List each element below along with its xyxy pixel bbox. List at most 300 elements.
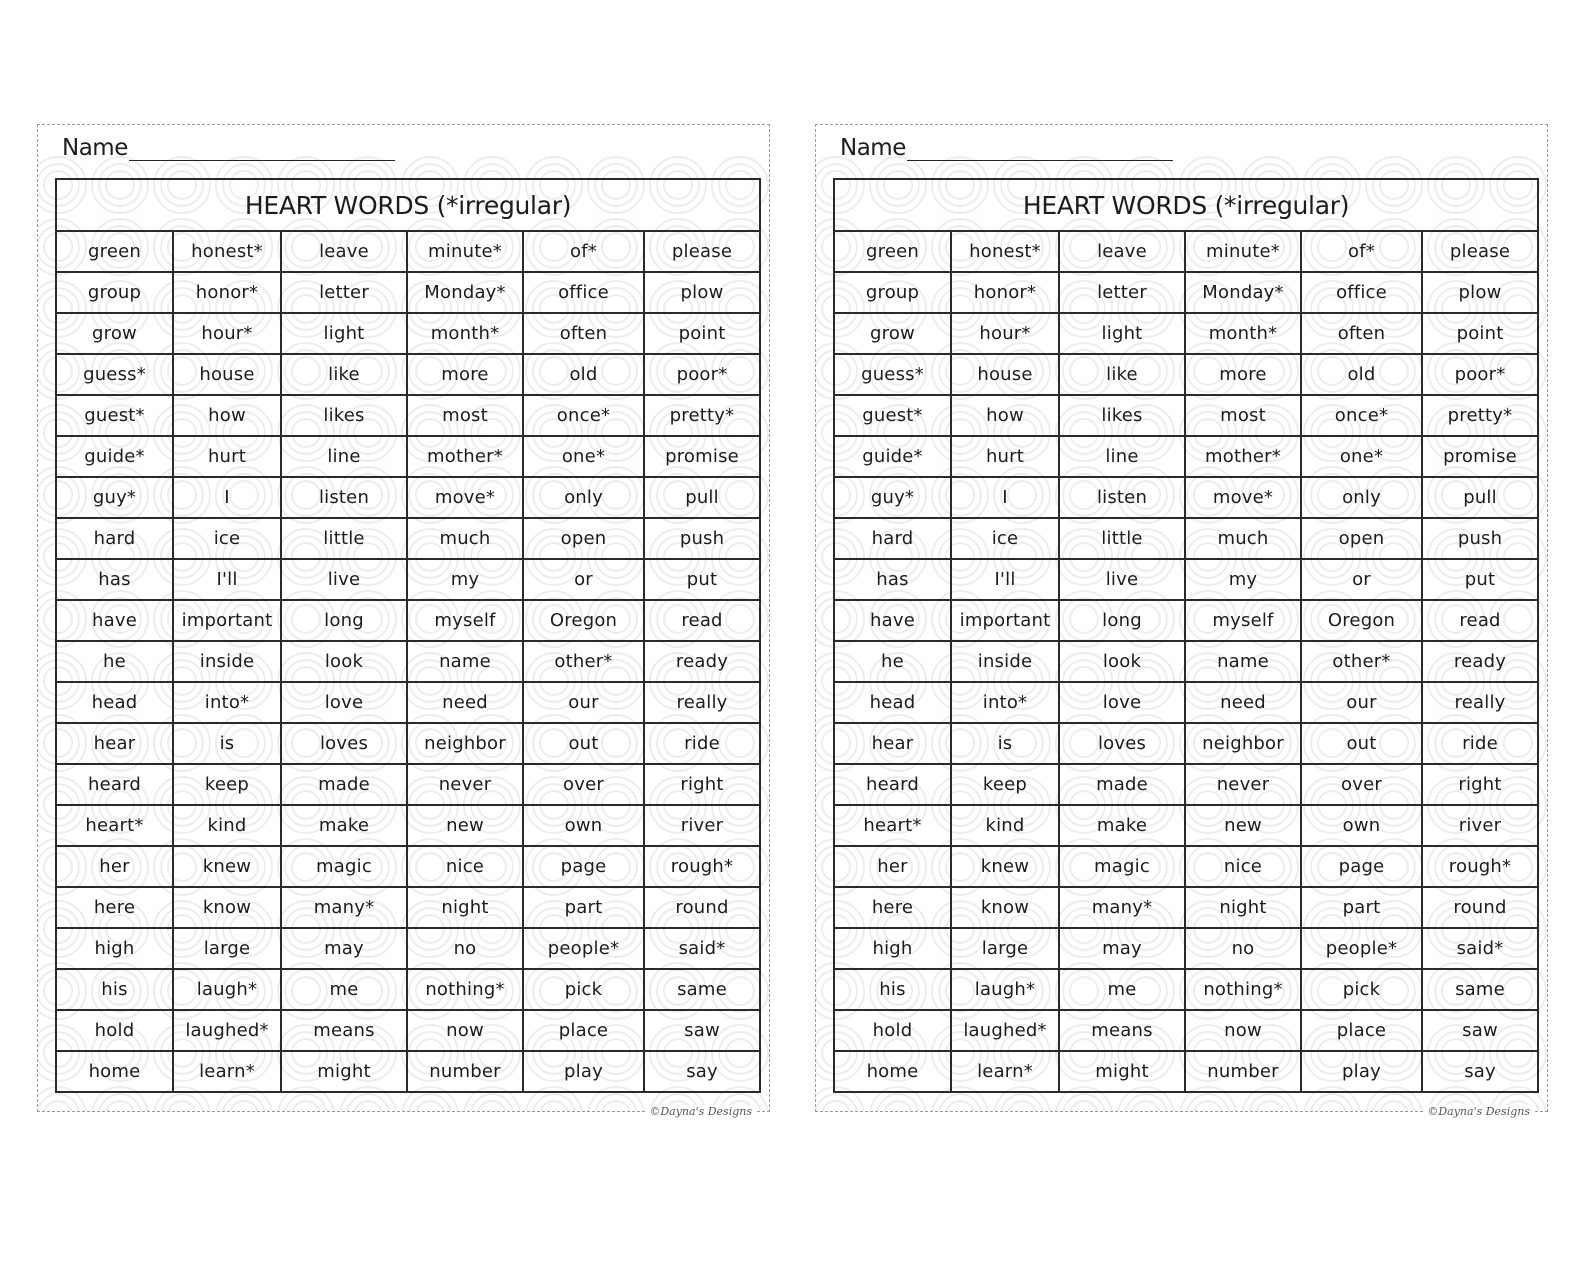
- word-cell: number: [1185, 1051, 1301, 1092]
- word-cell: never: [1185, 764, 1301, 805]
- word-row: [834, 518, 1538, 559]
- word-row: [56, 559, 760, 600]
- heart-words-table: [55, 178, 761, 1093]
- word-cell: saw: [1422, 1010, 1538, 1051]
- word-cell: his: [834, 969, 951, 1010]
- word-cell: Monday*: [1185, 272, 1301, 313]
- word-cell: hurt: [951, 436, 1059, 477]
- word-grid: [834, 231, 1538, 1092]
- word-row: [834, 272, 1538, 313]
- word-cell: one*: [523, 436, 644, 477]
- word-cell: laugh*: [951, 969, 1059, 1010]
- word-cell: name: [407, 641, 523, 682]
- word-cell: out: [1301, 723, 1422, 764]
- word-cell: important: [173, 600, 281, 641]
- word-cell: how: [951, 395, 1059, 436]
- word-cell: guess*: [56, 354, 173, 395]
- word-cell: rough*: [644, 846, 760, 887]
- word-cell: honor*: [173, 272, 281, 313]
- word-cell: little: [1059, 518, 1185, 559]
- word-row: [834, 436, 1538, 477]
- word-cell: month*: [1185, 313, 1301, 354]
- word-cell: part: [523, 887, 644, 928]
- word-row: [56, 354, 760, 395]
- word-cell: learn*: [173, 1051, 281, 1092]
- word-cell: long: [281, 600, 407, 641]
- word-cell: he: [56, 641, 173, 682]
- word-cell: old: [523, 354, 644, 395]
- word-cell: same: [1422, 969, 1538, 1010]
- word-row: [56, 477, 760, 518]
- word-cell: Oregon: [1301, 600, 1422, 641]
- word-cell: has: [56, 559, 173, 600]
- word-cell: have: [56, 600, 173, 641]
- word-cell: I: [173, 477, 281, 518]
- word-cell: pretty*: [1422, 395, 1538, 436]
- word-cell: light: [281, 313, 407, 354]
- word-cell: night: [407, 887, 523, 928]
- heart-words-table: [833, 178, 1539, 1093]
- word-cell: really: [1422, 682, 1538, 723]
- word-cell: guide*: [56, 436, 173, 477]
- word-cell: know: [173, 887, 281, 928]
- word-row: [56, 887, 760, 928]
- word-cell: need: [407, 682, 523, 723]
- word-cell: no: [407, 928, 523, 969]
- word-cell: I'll: [951, 559, 1059, 600]
- word-cell: Oregon: [523, 600, 644, 641]
- word-cell: once*: [523, 395, 644, 436]
- word-row: [56, 313, 760, 354]
- word-cell: heard: [56, 764, 173, 805]
- word-cell: over: [1301, 764, 1422, 805]
- word-cell: read: [644, 600, 760, 641]
- word-cell: line: [1059, 436, 1185, 477]
- word-cell: promise: [1422, 436, 1538, 477]
- word-cell: group: [834, 272, 951, 313]
- word-cell: nothing*: [407, 969, 523, 1010]
- word-row: [834, 559, 1538, 600]
- word-row: [56, 231, 760, 272]
- word-cell: Monday*: [407, 272, 523, 313]
- word-cell: house: [951, 354, 1059, 395]
- word-row: [834, 395, 1538, 436]
- word-cell: own: [1301, 805, 1422, 846]
- word-cell: often: [1301, 313, 1422, 354]
- word-cell: really: [644, 682, 760, 723]
- word-cell: home: [834, 1051, 951, 1092]
- word-cell: place: [523, 1010, 644, 1051]
- word-cell: need: [1185, 682, 1301, 723]
- word-cell: open: [1301, 518, 1422, 559]
- word-cell: play: [523, 1051, 644, 1092]
- word-row: [834, 846, 1538, 887]
- word-cell: large: [173, 928, 281, 969]
- word-cell: promise: [644, 436, 760, 477]
- word-cell: guess*: [834, 354, 951, 395]
- word-cell: her: [56, 846, 173, 887]
- word-cell: nice: [1185, 846, 1301, 887]
- word-cell: pretty*: [644, 395, 760, 436]
- word-cell: pick: [1301, 969, 1422, 1010]
- word-cell: or: [1301, 559, 1422, 600]
- word-cell: heart*: [834, 805, 951, 846]
- word-cell: I: [951, 477, 1059, 518]
- name-field: [62, 135, 395, 161]
- word-cell: pull: [644, 477, 760, 518]
- word-cell: high: [834, 928, 951, 969]
- word-cell: own: [523, 805, 644, 846]
- word-row: [56, 846, 760, 887]
- word-cell: may: [281, 928, 407, 969]
- word-cell: hear: [834, 723, 951, 764]
- word-cell: magic: [1059, 846, 1185, 887]
- word-cell: his: [56, 969, 173, 1010]
- word-cell: now: [407, 1010, 523, 1051]
- word-cell: out: [523, 723, 644, 764]
- word-cell: green: [56, 231, 173, 272]
- word-cell: important: [951, 600, 1059, 641]
- word-row: [56, 600, 760, 641]
- word-cell: here: [56, 887, 173, 928]
- word-cell: only: [1301, 477, 1422, 518]
- name-blank-line: [907, 136, 1173, 161]
- word-row: [834, 313, 1538, 354]
- word-cell: many*: [1059, 887, 1185, 928]
- word-cell: right: [644, 764, 760, 805]
- word-cell: office: [523, 272, 644, 313]
- word-cell: green: [834, 231, 951, 272]
- word-cell: plow: [644, 272, 760, 313]
- word-cell: like: [1059, 354, 1185, 395]
- word-cell: now: [1185, 1010, 1301, 1051]
- word-cell: knew: [173, 846, 281, 887]
- word-cell: guy*: [834, 477, 951, 518]
- word-row: [834, 600, 1538, 641]
- word-cell: saw: [644, 1010, 760, 1051]
- word-cell: large: [951, 928, 1059, 969]
- word-cell: place: [1301, 1010, 1422, 1051]
- word-cell: listen: [1059, 477, 1185, 518]
- word-row: [834, 477, 1538, 518]
- word-cell: page: [1301, 846, 1422, 887]
- word-cell: never: [407, 764, 523, 805]
- word-cell: honest*: [173, 231, 281, 272]
- word-cell: name: [1185, 641, 1301, 682]
- word-cell: said*: [1422, 928, 1538, 969]
- word-cell: has: [834, 559, 951, 600]
- word-row: [56, 436, 760, 477]
- word-row: [56, 1051, 760, 1092]
- word-cell: office: [1301, 272, 1422, 313]
- word-cell: page: [523, 846, 644, 887]
- word-cell: neighbor: [407, 723, 523, 764]
- word-cell: my: [1185, 559, 1301, 600]
- word-cell: is: [173, 723, 281, 764]
- word-grid: [56, 231, 760, 1092]
- word-cell: means: [281, 1010, 407, 1051]
- word-cell: guide*: [834, 436, 951, 477]
- word-cell: group: [56, 272, 173, 313]
- word-cell: point: [644, 313, 760, 354]
- word-cell: head: [56, 682, 173, 723]
- word-cell: house: [173, 354, 281, 395]
- table-title: HEART WORDS (*irregular): [56, 179, 760, 231]
- word-cell: long: [1059, 600, 1185, 641]
- word-cell: or: [523, 559, 644, 600]
- word-cell: poor*: [644, 354, 760, 395]
- word-cell: ride: [1422, 723, 1538, 764]
- worksheet-right: [815, 124, 1548, 1118]
- word-cell: our: [523, 682, 644, 723]
- word-row: [56, 805, 760, 846]
- word-cell: listen: [281, 477, 407, 518]
- word-cell: honor*: [951, 272, 1059, 313]
- word-cell: other*: [1301, 641, 1422, 682]
- word-cell: pull: [1422, 477, 1538, 518]
- word-cell: hurt: [173, 436, 281, 477]
- word-cell: move*: [407, 477, 523, 518]
- word-cell: push: [1422, 518, 1538, 559]
- word-cell: hard: [834, 518, 951, 559]
- word-cell: hour*: [951, 313, 1059, 354]
- word-cell: he: [834, 641, 951, 682]
- word-cell: most: [407, 395, 523, 436]
- word-cell: hear: [56, 723, 173, 764]
- word-cell: keep: [951, 764, 1059, 805]
- word-cell: night: [1185, 887, 1301, 928]
- word-cell: loves: [1059, 723, 1185, 764]
- word-cell: how: [173, 395, 281, 436]
- word-cell: kind: [951, 805, 1059, 846]
- word-cell: here: [834, 887, 951, 928]
- word-cell: live: [281, 559, 407, 600]
- word-cell: no: [1185, 928, 1301, 969]
- word-cell: most: [1185, 395, 1301, 436]
- word-cell: keep: [173, 764, 281, 805]
- copyright-credit: ©Dayna's Designs: [646, 1105, 755, 1118]
- name-blank-line: [129, 136, 395, 161]
- word-cell: line: [281, 436, 407, 477]
- word-cell: letter: [281, 272, 407, 313]
- word-cell: please: [644, 231, 760, 272]
- word-row: [834, 1051, 1538, 1092]
- word-cell: made: [1059, 764, 1185, 805]
- word-cell: I'll: [173, 559, 281, 600]
- word-cell: know: [951, 887, 1059, 928]
- word-row: [834, 805, 1538, 846]
- word-cell: many*: [281, 887, 407, 928]
- word-cell: laughed*: [173, 1010, 281, 1051]
- word-cell: plow: [1422, 272, 1538, 313]
- word-cell: light: [1059, 313, 1185, 354]
- word-cell: part: [1301, 887, 1422, 928]
- word-cell: often: [523, 313, 644, 354]
- word-cell: only: [523, 477, 644, 518]
- word-row: [834, 1010, 1538, 1051]
- word-cell: right: [1422, 764, 1538, 805]
- word-cell: push: [644, 518, 760, 559]
- word-row: [56, 641, 760, 682]
- word-cell: said*: [644, 928, 760, 969]
- word-cell: say: [644, 1051, 760, 1092]
- word-cell: our: [1301, 682, 1422, 723]
- word-cell: letter: [1059, 272, 1185, 313]
- word-cell: ride: [644, 723, 760, 764]
- word-cell: minute*: [407, 231, 523, 272]
- word-row: [834, 764, 1538, 805]
- word-cell: inside: [173, 641, 281, 682]
- word-cell: over: [523, 764, 644, 805]
- word-cell: make: [281, 805, 407, 846]
- word-cell: learn*: [951, 1051, 1059, 1092]
- word-cell: love: [281, 682, 407, 723]
- word-cell: likes: [281, 395, 407, 436]
- word-cell: me: [1059, 969, 1185, 1010]
- word-row: [834, 887, 1538, 928]
- word-cell: likes: [1059, 395, 1185, 436]
- word-cell: more: [1185, 354, 1301, 395]
- word-cell: nothing*: [1185, 969, 1301, 1010]
- word-cell: minute*: [1185, 231, 1301, 272]
- word-cell: honest*: [951, 231, 1059, 272]
- word-row: [56, 272, 760, 313]
- word-cell: once*: [1301, 395, 1422, 436]
- word-cell: ice: [951, 518, 1059, 559]
- word-cell: inside: [951, 641, 1059, 682]
- word-cell: little: [281, 518, 407, 559]
- word-row: [56, 518, 760, 559]
- word-cell: of*: [1301, 231, 1422, 272]
- word-cell: guest*: [56, 395, 173, 436]
- word-cell: hold: [56, 1010, 173, 1051]
- word-cell: new: [1185, 805, 1301, 846]
- word-cell: knew: [951, 846, 1059, 887]
- word-row: [834, 682, 1538, 723]
- copyright-credit: ©Dayna's Designs: [1424, 1105, 1533, 1118]
- word-row: [56, 1010, 760, 1051]
- word-cell: hold: [834, 1010, 951, 1051]
- word-cell: guy*: [56, 477, 173, 518]
- word-cell: round: [644, 887, 760, 928]
- word-cell: leave: [281, 231, 407, 272]
- word-row: [56, 764, 760, 805]
- word-cell: look: [1059, 641, 1185, 682]
- word-cell: loves: [281, 723, 407, 764]
- word-cell: might: [281, 1051, 407, 1092]
- word-cell: made: [281, 764, 407, 805]
- word-cell: grow: [56, 313, 173, 354]
- word-cell: ice: [173, 518, 281, 559]
- word-cell: heard: [834, 764, 951, 805]
- word-cell: river: [1422, 805, 1538, 846]
- word-cell: of*: [523, 231, 644, 272]
- word-cell: say: [1422, 1051, 1538, 1092]
- word-cell: mother*: [1185, 436, 1301, 477]
- word-cell: people*: [523, 928, 644, 969]
- word-cell: magic: [281, 846, 407, 887]
- word-cell: same: [644, 969, 760, 1010]
- word-row: [834, 723, 1538, 764]
- word-cell: into*: [173, 682, 281, 723]
- table-title: HEART WORDS (*irregular): [834, 179, 1538, 231]
- word-cell: is: [951, 723, 1059, 764]
- word-cell: laugh*: [173, 969, 281, 1010]
- word-row: [834, 231, 1538, 272]
- word-cell: poor*: [1422, 354, 1538, 395]
- word-cell: open: [523, 518, 644, 559]
- word-cell: into*: [951, 682, 1059, 723]
- word-cell: her: [834, 846, 951, 887]
- word-cell: other*: [523, 641, 644, 682]
- word-cell: make: [1059, 805, 1185, 846]
- word-cell: leave: [1059, 231, 1185, 272]
- word-cell: have: [834, 600, 951, 641]
- word-cell: ready: [644, 641, 760, 682]
- word-cell: my: [407, 559, 523, 600]
- word-cell: live: [1059, 559, 1185, 600]
- word-cell: means: [1059, 1010, 1185, 1051]
- word-row: [56, 723, 760, 764]
- word-cell: like: [281, 354, 407, 395]
- word-cell: much: [407, 518, 523, 559]
- word-row: [834, 354, 1538, 395]
- word-cell: me: [281, 969, 407, 1010]
- word-cell: new: [407, 805, 523, 846]
- word-cell: put: [1422, 559, 1538, 600]
- word-cell: one*: [1301, 436, 1422, 477]
- word-cell: neighbor: [1185, 723, 1301, 764]
- word-cell: high: [56, 928, 173, 969]
- word-cell: kind: [173, 805, 281, 846]
- word-cell: head: [834, 682, 951, 723]
- word-cell: mother*: [407, 436, 523, 477]
- word-cell: myself: [1185, 600, 1301, 641]
- word-cell: old: [1301, 354, 1422, 395]
- word-row: [56, 928, 760, 969]
- word-cell: look: [281, 641, 407, 682]
- word-cell: read: [1422, 600, 1538, 641]
- word-cell: point: [1422, 313, 1538, 354]
- word-cell: might: [1059, 1051, 1185, 1092]
- word-cell: pick: [523, 969, 644, 1010]
- word-row: [834, 969, 1538, 1010]
- name-label: Name: [840, 135, 906, 161]
- word-cell: move*: [1185, 477, 1301, 518]
- word-cell: ready: [1422, 641, 1538, 682]
- word-cell: much: [1185, 518, 1301, 559]
- word-cell: myself: [407, 600, 523, 641]
- word-row: [56, 682, 760, 723]
- word-cell: love: [1059, 682, 1185, 723]
- word-cell: rough*: [1422, 846, 1538, 887]
- word-row: [56, 395, 760, 436]
- word-cell: nice: [407, 846, 523, 887]
- word-cell: hour*: [173, 313, 281, 354]
- word-cell: people*: [1301, 928, 1422, 969]
- word-cell: play: [1301, 1051, 1422, 1092]
- word-cell: heart*: [56, 805, 173, 846]
- word-cell: home: [56, 1051, 173, 1092]
- name-field: [840, 135, 1173, 161]
- worksheet-left: [37, 124, 770, 1118]
- word-cell: month*: [407, 313, 523, 354]
- word-cell: please: [1422, 231, 1538, 272]
- word-cell: grow: [834, 313, 951, 354]
- word-cell: round: [1422, 887, 1538, 928]
- word-cell: put: [644, 559, 760, 600]
- word-cell: river: [644, 805, 760, 846]
